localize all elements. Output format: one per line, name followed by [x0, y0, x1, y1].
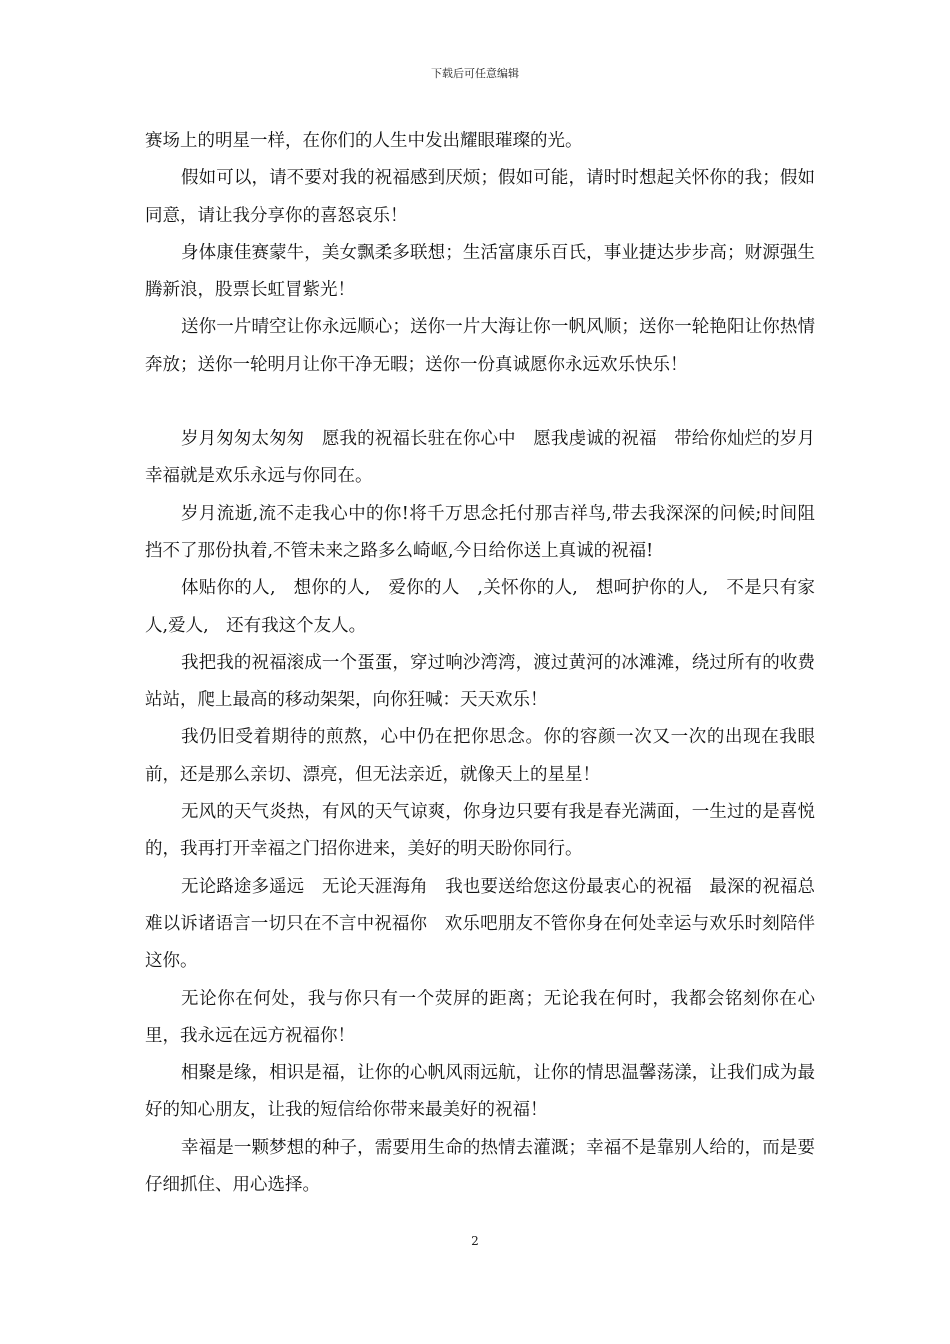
page-number: 2: [471, 1234, 479, 1248]
paragraph-gap: [145, 384, 815, 421]
paragraph: 赛场上的明星一样，在你们的人生中发出耀眼璀璨的光。: [145, 131, 583, 151]
paragraph: 我把我的祝福滚成一个蛋蛋，穿过响沙湾湾，渡过黄河的冰滩滩，绕过所有的收费站站，爬上最高的移动架架，向你狂喊：天天欢乐！: [145, 652, 815, 711]
page-header: 下载后可任意编辑: [431, 67, 519, 80]
document-body: [145, 123, 833, 1204]
paragraph: 无论你在何处，我与你只有一个荧屏的距离；无论我在何时，我都会铭刻你在心里，我永远在远方祝福你！: [145, 988, 815, 1046]
paragraph: 我仍旧受着期待的煎熬，心中仍在把你思念。你的容颜一次又一次的出现在我眼前，还是那么亲切、漂亮，但无法亲近，就像天上的星星！: [145, 727, 815, 785]
paragraph: 无论路途多遥远 无论天涯海角 我也要送给您这份最衷心的祝福 最深的祝福总难以诉诸语言一切只在不言中祝福你 欢乐吧朋友不管你身在何处幸运与欢乐时刻陪伴这你。: [145, 876, 815, 972]
paragraph: 岁月匆匆太匆匆 愿我的祝福长驻在你心中 愿我虔诚的祝福 带给你灿烂的岁月 幸福就是欢乐永远与你同在。: [145, 429, 833, 487]
paragraph: 相聚是缘，相识是福，让你的心帆风雨远航，让你的情思温馨荡漾，让我们成为最好的知心朋友，让我的短信给你带来最美好的祝福！: [145, 1063, 815, 1121]
paragraph: 身体康佳赛蒙牛，美女飘柔多联想；生活富康乐百氏，事业捷达步步高；财源强生腾新浪，股票长虹冒紫光！: [145, 242, 815, 301]
paragraph: 幸福是一颗梦想的种子，需要用生命的热情去灌溉；幸福不是靠别人给的，而是要仔细抓住、用心选择。: [145, 1137, 815, 1196]
paragraph: 送你一片晴空让你永远顺心；送你一片大海让你一帆风顺；送你一轮艳阳让你热情奔放；送你一轮明月让你干净无暇；送你一份真诚愿你永远欢乐快乐！: [145, 317, 815, 375]
paragraph: 无风的天气炎热，有风的天气谅爽，你身边只要有我是春光满面，一生过的是喜悦的，我再打开幸福之门招你进来，美好的明天盼你同行。: [145, 802, 815, 860]
paragraph: 体贴你的人, 想你的人, 爱你的人 ,关怀你的人, 想呵护你的人, 不是只有家人,爱人, 还有我这个友人。: [145, 578, 815, 636]
paragraph: 岁月流逝,流不走我心中的你!将千万思念托付那吉祥鸟,带去我深深的问候;时间阻挡不了那份执着,不管未来之路多么崎岖,今日给你送上真诚的祝福!: [145, 503, 815, 561]
paragraph: 假如可以，请不要对我的祝福感到厌烦；假如可能，请时时想起关怀你的我；假如同意，请让我分享你的喜怒哀乐！: [145, 168, 815, 226]
